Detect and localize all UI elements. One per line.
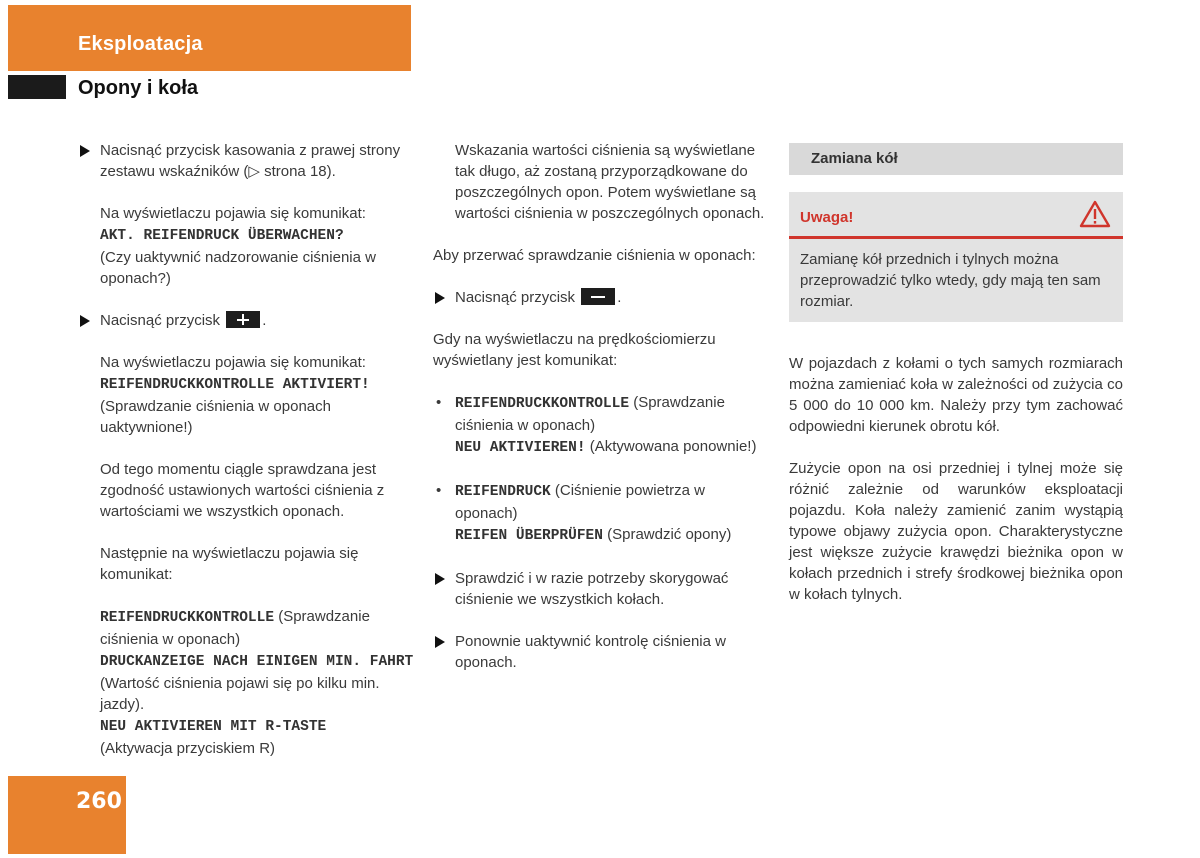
step-press-minus: Nacisnąć przycisk . (433, 287, 771, 308)
message-block-1: Na wyświetlaczu pojawia się komunikat: AKT. REIFENDRUCK ÜBERWACHEN? (Czy uaktywnić nadzorowanie ciśnienia w oponach?) (100, 205, 376, 287)
display-message: NEU AKTIVIEREN! (455, 440, 586, 456)
paragraph-monitoring: Od tego momentu ciągle sprawdzana jest zgodność ustawionych wartości ciśnienia z wartościami we wszystkich oponach. (100, 461, 385, 520)
step-check-pressure: Sprawdzić i w razie potrzeby skorygować ciśnienie we wszystkich kołach. (433, 568, 771, 610)
paragraph-speedometer-message: Gdy na wyświetlaczu na prędkościomierzu wyświetlany jest komunikat: (433, 331, 716, 369)
page-number-tab (8, 776, 126, 854)
column-middle (433, 140, 771, 673)
section-title: Eksploatacja (78, 33, 203, 55)
warning-text: Zamianę kół przednich i tylnych można przeprowadzić tylko wtedy, gdy mają ten sam rozmiar. (800, 251, 1101, 310)
warning-title: Uwaga! (800, 209, 854, 226)
header-title-marker (8, 75, 66, 99)
paragraph-rotation: W pojazdach z kołami o tych samych rozmiarach można zamieniać koła w zależności od zużycia co 5 000 do 10 000 km. Należy przy tym zachować odpowiedni kierunek obrotu kół. (789, 355, 1123, 435)
column-left (78, 140, 418, 759)
triangle-right-icon (435, 292, 445, 304)
triangle-right-icon (80, 145, 90, 157)
triangle-right-icon (80, 315, 90, 327)
display-message: REIFENDRUCKKONTROLLE (455, 396, 630, 412)
triangle-right-icon (435, 636, 445, 648)
display-message: REIFENDRUCKKONTROLLE AKTIVIERT! (100, 377, 370, 393)
display-message: REIFENDRUCK (455, 484, 551, 500)
display-message: REIFEN ÜBERPRÜFEN (455, 528, 603, 544)
step-press-reset: Nacisnąć przycisk kasowania z prawej strony zestawu wskaźników (▷ strona 18). (78, 140, 418, 182)
display-message: NEU AKTIVIEREN MIT R-TASTE (100, 719, 327, 735)
bullet-dot: • (436, 394, 442, 411)
header-section-band (8, 5, 411, 71)
page-title: Opony i koła (78, 77, 199, 99)
bullet-item: • REIFENDRUCK (Ciśnienie powietrza w oponach) REIFEN ÜBERPRÜFEN (Sprawdzić opony) (436, 482, 732, 544)
paragraph-display-values: Wskazania wartości ciśnienia są wyświetlane tak długo, aż zostaną przyporządkowane do poszczególnych opon. Potem wyświetlane są wartości ciśnienia w poszczególnych oponach. (455, 142, 765, 222)
message-block-3: REIFENDRUCKKONTROLLE (Sprawdzanie ciśnienia w oponach) DRUCKANZEIGE NACH EINIGEN MIN. FAHRT (Wartość ciśnienia pojawi się po kilku min. jazdy). NEU AKTIVIEREN MIT R-TASTE (Aktywacja przyciskiem R) (100, 608, 414, 757)
paragraph-wear: Zużycie opon na osi przedniej i tylnej może się różnić zależnie od warunków eksploatacji pojazdu. Koła należy zamienić zanim wystąpią typowe objawy zużycia opon. Charakterystyczne jest większe zużycie krawędzi bieżnika opon w kołach przednich i strefy środkowej bieżnika opon w kołach tylnych. (789, 460, 1123, 603)
display-message: DRUCKANZEIGE NACH EINIGEN MIN. FAHRT (100, 654, 414, 670)
warning-box (789, 192, 1123, 322)
paragraph-abort: Aby przerwać sprawdzanie ciśnienia w oponach: (433, 247, 756, 264)
minus-key-icon (581, 288, 615, 305)
display-message: REIFENDRUCKKONTROLLE (100, 610, 275, 626)
step-reactivate: Ponownie uaktywnić kontrolę ciśnienia w oponach. (433, 631, 771, 673)
page-number: 260 (76, 789, 122, 814)
warning-triangle-icon (1079, 200, 1111, 233)
message-block-2: Na wyświetlaczu pojawia się komunikat: REIFENDRUCKKONTROLLE AKTIVIERT! (Sprawdzanie ciśnienia w oponach uaktywnione!) (100, 354, 370, 436)
plus-key-icon (226, 311, 260, 328)
section-heading-box (789, 143, 1123, 175)
column-right (789, 353, 1123, 605)
triangle-right-icon (435, 573, 445, 585)
section-heading: Zamiana kół (811, 150, 898, 167)
display-message: AKT. REIFENDRUCK ÜBERWACHEN? (100, 228, 344, 244)
step-press-plus: Nacisnąć przycisk . (78, 310, 418, 331)
bullet-dot: • (436, 482, 442, 499)
bullet-item: • REIFENDRUCKKONTROLLE (Sprawdzanie ciśnienia w oponach) NEU AKTIVIEREN! (Aktywowana ponownie!) (436, 394, 757, 456)
warning-divider (789, 236, 1123, 239)
paragraph-next-message: Następnie na wyświetlaczu pojawia się komunikat: (100, 545, 359, 583)
